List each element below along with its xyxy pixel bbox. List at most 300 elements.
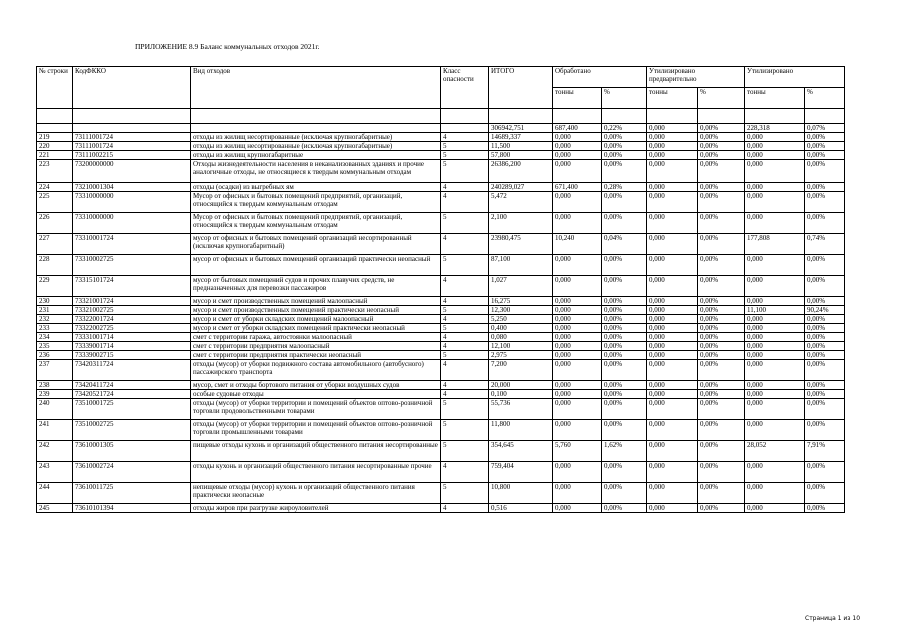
- row-number-cell: 241: [37, 420, 73, 441]
- neutralized-tons-cell: 0,000: [647, 234, 698, 255]
- fkko-code-cell: 73420311724: [73, 360, 191, 381]
- waste-name-cell: Мусор от офисных и бытовых помещений предприятий, организаций, относящийся к твердым коммунальным отходам: [191, 192, 441, 213]
- processed-tons-cell: 0,000: [553, 133, 602, 142]
- processed-tons-cell: 0,000: [553, 342, 602, 351]
- utilized-tons-cell: 0,000: [745, 360, 805, 381]
- hazard-class-cell: 4: [441, 297, 489, 306]
- header-neutralized-percent: %: [698, 88, 745, 109]
- utilized-percent-cell: 0,00%: [805, 142, 845, 151]
- row-number-cell: 233: [37, 324, 73, 333]
- row-number-cell: 236: [37, 351, 73, 360]
- total-processed-percent: 0,22%: [602, 124, 647, 133]
- processed-tons-cell: 0,000: [553, 142, 602, 151]
- utilized-tons-cell: 0,000: [745, 504, 805, 513]
- neutralized-percent-cell: 0,00%: [698, 483, 745, 504]
- neutralized-tons-cell: 0,000: [647, 333, 698, 342]
- total-tons-cell: 2,975: [489, 351, 553, 360]
- neutralized-percent-cell: 0,00%: [698, 315, 745, 324]
- fkko-code-cell: 73321002725: [73, 306, 191, 315]
- waste-name-cell: мусор от бытовых помещений судов и прочих плавучих средств, не предназначенных для перевозки пассажиров: [191, 276, 441, 297]
- row-number-cell: 242: [37, 441, 73, 462]
- fkko-code-cell: 73510001725: [73, 399, 191, 420]
- processed-tons-cell: 0,000: [553, 390, 602, 399]
- total-tons-cell: 0,080: [489, 333, 553, 342]
- neutralized-percent-cell: 0,00%: [698, 390, 745, 399]
- utilized-percent-cell: 0,00%: [805, 276, 845, 297]
- hazard-class-cell: 4: [441, 462, 489, 483]
- processed-percent-cell: 1,62%: [602, 441, 647, 462]
- fkko-code-cell: 73200000000: [73, 160, 191, 183]
- total-utilized-tons: 228,318: [745, 124, 805, 133]
- neutralized-percent-cell: 0,00%: [698, 504, 745, 513]
- utilized-tons-cell: 0,000: [745, 160, 805, 183]
- neutralized-percent-cell: 0,00%: [698, 133, 745, 142]
- total-value: 306942,751: [489, 124, 553, 133]
- row-number-cell: 231: [37, 306, 73, 315]
- hazard-class-cell: 4: [441, 381, 489, 390]
- utilized-tons-cell: 0,000: [745, 183, 805, 192]
- waste-name-cell: отходы (мусор) от уборки территории и помещений объектов оптово-розничной торговли продовольственными товарами: [191, 399, 441, 420]
- row-number-cell: 240: [37, 399, 73, 420]
- utilized-percent-cell: 0,00%: [805, 351, 845, 360]
- neutralized-tons-cell: 0,000: [647, 483, 698, 504]
- table-row: [37, 192, 845, 213]
- fkko-code-cell: 73420521724: [73, 390, 191, 399]
- neutralized-tons-cell: 0,000: [647, 276, 698, 297]
- row-number-cell: 221: [37, 151, 73, 160]
- utilized-percent-cell: 0,00%: [805, 333, 845, 342]
- row-number-cell: 220: [37, 142, 73, 151]
- table-row: [37, 315, 845, 324]
- neutralized-percent-cell: 0,00%: [698, 342, 745, 351]
- table-row: [37, 462, 845, 483]
- total-tons-cell: 11,800: [489, 420, 553, 441]
- totals-row: [37, 124, 845, 133]
- processed-percent-cell: 0,28%: [602, 183, 647, 192]
- total-tons-cell: 87,100: [489, 255, 553, 276]
- hazard-class-cell: 5: [441, 420, 489, 441]
- total-processed-tons: 687,400: [553, 124, 602, 133]
- fkko-code-cell: 73111002215: [73, 151, 191, 160]
- waste-name-cell: отходы (осадки) из выгребных ям: [191, 183, 441, 192]
- utilized-percent-cell: 0,00%: [805, 420, 845, 441]
- row-number-cell: 230: [37, 297, 73, 306]
- waste-balance-table: [36, 66, 845, 513]
- utilized-tons-cell: 28,052: [745, 441, 805, 462]
- row-number-cell: 229: [37, 276, 73, 297]
- processed-tons-cell: 0,000: [553, 151, 602, 160]
- table-row: [37, 151, 845, 160]
- waste-name-cell: мусор и смет производственных помещений практически неопасный: [191, 306, 441, 315]
- table-row: [37, 360, 845, 381]
- total-tons-cell: 0,100: [489, 390, 553, 399]
- header-row-number: № строки: [37, 67, 73, 109]
- waste-name-cell: мусор и смет от уборки складских помещений практически неопасный: [191, 324, 441, 333]
- utilized-tons-cell: 0,000: [745, 333, 805, 342]
- waste-name-cell: мусор и смет производственных помещений малоопасный: [191, 297, 441, 306]
- processed-tons-cell: 671,400: [553, 183, 602, 192]
- neutralized-tons-cell: 0,000: [647, 462, 698, 483]
- waste-name-cell: особые судовые отходы: [191, 390, 441, 399]
- fkko-code-cell: 73420411724: [73, 381, 191, 390]
- processed-percent-cell: 0,00%: [602, 390, 647, 399]
- processed-tons-cell: 5,760: [553, 441, 602, 462]
- waste-name-cell: отходы (мусор) от уборки территории и помещений объектов оптово-розничной торговли промышленными товарами: [191, 420, 441, 441]
- utilized-percent-cell: 0,00%: [805, 255, 845, 276]
- waste-name-cell: непищевые отходы (мусор) кухонь и организаций общественного питания практически неопасные: [191, 483, 441, 504]
- neutralized-tons-cell: 0,000: [647, 183, 698, 192]
- fkko-code-cell: 73321001724: [73, 297, 191, 306]
- hazard-class-cell: 4: [441, 133, 489, 142]
- utilized-percent-cell: 0,00%: [805, 360, 845, 381]
- utilized-tons-cell: 0,000: [745, 342, 805, 351]
- utilized-percent-cell: 0,00%: [805, 297, 845, 306]
- neutralized-percent-cell: 0,00%: [698, 297, 745, 306]
- header-utilized-percent: %: [805, 88, 845, 109]
- hazard-class-cell: 5: [441, 441, 489, 462]
- processed-tons-cell: 0,000: [553, 297, 602, 306]
- table-row: [37, 381, 845, 390]
- utilized-tons-cell: 0,000: [745, 462, 805, 483]
- row-number-cell: 244: [37, 483, 73, 504]
- utilized-percent-cell: 0,00%: [805, 399, 845, 420]
- utilized-percent-cell: 0,00%: [805, 390, 845, 399]
- neutralized-percent-cell: 0,00%: [698, 420, 745, 441]
- fkko-code-cell: 73322002725: [73, 324, 191, 333]
- waste-name-cell: мусор от офисных и бытовых помещений организаций несортированный (исключая крупногабаритный): [191, 234, 441, 255]
- neutralized-percent-cell: 0,00%: [698, 142, 745, 151]
- utilized-percent-cell: 90,24%: [805, 306, 845, 315]
- utilized-percent-cell: 0,00%: [805, 183, 845, 192]
- fkko-code-cell: 73111001724: [73, 142, 191, 151]
- waste-name-cell: отходы (мусор) от уборки подвижного состава автомобильного (автобусного) пассажирского транспорта: [191, 360, 441, 381]
- processed-percent-cell: 0,04%: [602, 234, 647, 255]
- hazard-class-cell: 4: [441, 504, 489, 513]
- table-row: [37, 342, 845, 351]
- utilized-tons-cell: 0,000: [745, 297, 805, 306]
- fkko-code-cell: 73339001714: [73, 342, 191, 351]
- header-processed-percent: %: [602, 88, 647, 109]
- neutralized-percent-cell: 0,00%: [698, 160, 745, 183]
- total-neutralized-tons: 0,000: [647, 124, 698, 133]
- neutralized-tons-cell: 0,000: [647, 213, 698, 234]
- fkko-code-cell: 73610011725: [73, 483, 191, 504]
- processed-percent-cell: 0,00%: [602, 483, 647, 504]
- hazard-class-cell: 5: [441, 483, 489, 504]
- processed-percent-cell: 0,00%: [602, 360, 647, 381]
- total-tons-cell: 240289,027: [489, 183, 553, 192]
- neutralized-tons-cell: 0,000: [647, 315, 698, 324]
- row-number-cell: 245: [37, 504, 73, 513]
- row-number-cell: 225: [37, 192, 73, 213]
- processed-tons-cell: 0,000: [553, 351, 602, 360]
- neutralized-percent-cell: 0,00%: [698, 276, 745, 297]
- neutralized-tons-cell: 0,000: [647, 133, 698, 142]
- total-tons-cell: 57,800: [489, 151, 553, 160]
- waste-name-cell: мусор и смет от уборки складских помещений малоопасный: [191, 315, 441, 324]
- total-tons-cell: 23980,475: [489, 234, 553, 255]
- utilized-tons-cell: 11,100: [745, 306, 805, 315]
- hazard-class-cell: 5: [441, 213, 489, 234]
- utilized-tons-cell: 0,000: [745, 324, 805, 333]
- hazard-class-cell: 4: [441, 390, 489, 399]
- processed-percent-cell: 0,00%: [602, 462, 647, 483]
- processed-percent-cell: 0,00%: [602, 315, 647, 324]
- processed-tons-cell: 0,000: [553, 360, 602, 381]
- row-number-cell: 239: [37, 390, 73, 399]
- hazard-class-cell: 5: [441, 160, 489, 183]
- total-tons-cell: 2,100: [489, 213, 553, 234]
- neutralized-percent-cell: 0,00%: [698, 462, 745, 483]
- hazard-class-cell: 5: [441, 399, 489, 420]
- waste-name-cell: пищевые отходы кухонь и организаций общественного питания несортированные: [191, 441, 441, 462]
- table-row: [37, 390, 845, 399]
- header-total: ИТОГО: [489, 67, 553, 109]
- processed-percent-cell: 0,00%: [602, 420, 647, 441]
- neutralized-tons-cell: 0,000: [647, 160, 698, 183]
- utilized-percent-cell: 0,00%: [805, 342, 845, 351]
- processed-tons-cell: 10,240: [553, 234, 602, 255]
- neutralized-percent-cell: 0,00%: [698, 351, 745, 360]
- header-utilized-tons: тонны: [745, 88, 805, 109]
- fkko-code-cell: 73610101394: [73, 504, 191, 513]
- utilized-tons-cell: 0,000: [745, 276, 805, 297]
- neutralized-percent-cell: 0,00%: [698, 213, 745, 234]
- processed-percent-cell: 0,00%: [602, 381, 647, 390]
- total-tons-cell: 14689,337: [489, 133, 553, 142]
- total-tons-cell: 12,100: [489, 342, 553, 351]
- row-number-cell: 227: [37, 234, 73, 255]
- utilized-tons-cell: 0,000: [745, 142, 805, 151]
- fkko-code-cell: 73210001304: [73, 183, 191, 192]
- header-processed: Обработано: [553, 67, 647, 88]
- hazard-class-cell: 4: [441, 276, 489, 297]
- hazard-class-cell: 5: [441, 255, 489, 276]
- waste-name-cell: смет с территории предприятия практически неопасный: [191, 351, 441, 360]
- neutralized-percent-cell: 0,00%: [698, 441, 745, 462]
- processed-percent-cell: 0,00%: [602, 504, 647, 513]
- utilized-tons-cell: 0,000: [745, 315, 805, 324]
- hazard-class-cell: 5: [441, 351, 489, 360]
- processed-tons-cell: 0,000: [553, 504, 602, 513]
- table-row: [37, 133, 845, 142]
- header-processed-tons: тонны: [553, 88, 602, 109]
- processed-tons-cell: 0,000: [553, 420, 602, 441]
- neutralized-tons-cell: 0,000: [647, 324, 698, 333]
- row-number-cell: 228: [37, 255, 73, 276]
- total-tons-cell: 7,200: [489, 360, 553, 381]
- table-row: [37, 306, 845, 315]
- neutralized-tons-cell: 0,000: [647, 306, 698, 315]
- processed-tons-cell: 0,000: [553, 192, 602, 213]
- utilized-tons-cell: 0,000: [745, 192, 805, 213]
- hazard-class-cell: 4: [441, 360, 489, 381]
- hazard-class-cell: 5: [441, 324, 489, 333]
- fkko-code-cell: 73111001724: [73, 133, 191, 142]
- table-row: [37, 324, 845, 333]
- table-row: [37, 441, 845, 462]
- fkko-code-cell: 73610001305: [73, 441, 191, 462]
- neutralized-tons-cell: 0,000: [647, 381, 698, 390]
- table-row: [37, 213, 845, 234]
- total-tons-cell: 5,472: [489, 192, 553, 213]
- total-tons-cell: 759,404: [489, 462, 553, 483]
- utilized-tons-cell: 0,000: [745, 483, 805, 504]
- fkko-code-cell: 73339002715: [73, 351, 191, 360]
- table-row: [37, 234, 845, 255]
- neutralized-percent-cell: 0,00%: [698, 360, 745, 381]
- total-tons-cell: 354,645: [489, 441, 553, 462]
- neutralized-tons-cell: 0,000: [647, 192, 698, 213]
- waste-name-cell: мусор от офисных и бытовых помещений организаций практически неопасный: [191, 255, 441, 276]
- table-row: [37, 351, 845, 360]
- fkko-code-cell: 73310000000: [73, 213, 191, 234]
- fkko-code-cell: 73610002724: [73, 462, 191, 483]
- hazard-class-cell: 4: [441, 234, 489, 255]
- page-indicator: Страница 1 из 10: [805, 615, 861, 622]
- header-fkko-code: КодФККО: [73, 67, 191, 109]
- utilized-tons-cell: 0,000: [745, 133, 805, 142]
- row-number-cell: 235: [37, 342, 73, 351]
- total-tons-cell: 0,516: [489, 504, 553, 513]
- table-body: [37, 133, 845, 513]
- neutralized-percent-cell: 0,00%: [698, 324, 745, 333]
- utilized-tons-cell: 0,000: [745, 213, 805, 234]
- neutralized-tons-cell: 0,000: [647, 390, 698, 399]
- utilized-percent-cell: 0,00%: [805, 504, 845, 513]
- neutralized-tons-cell: 0,000: [647, 399, 698, 420]
- table-row: [37, 276, 845, 297]
- processed-percent-cell: 0,00%: [602, 324, 647, 333]
- utilized-percent-cell: 0,00%: [805, 160, 845, 183]
- waste-name-cell: мусор, смет и отходы бортового питания от уборки воздушных судов: [191, 381, 441, 390]
- neutralized-tons-cell: 0,000: [647, 504, 698, 513]
- header-neutralized-tons: тонны: [647, 88, 698, 109]
- processed-percent-cell: 0,00%: [602, 133, 647, 142]
- utilized-tons-cell: 0,000: [745, 255, 805, 276]
- utilized-tons-cell: 0,000: [745, 351, 805, 360]
- processed-percent-cell: 0,00%: [602, 160, 647, 183]
- utilized-percent-cell: 7,91%: [805, 441, 845, 462]
- blank-row: [37, 109, 845, 124]
- neutralized-tons-cell: 0,000: [647, 420, 698, 441]
- header-row-top: [37, 67, 845, 88]
- table-row: [37, 483, 845, 504]
- waste-name-cell: отходы из жилищ несортированные (исключая крупногабаритные): [191, 133, 441, 142]
- row-number-cell: 223: [37, 160, 73, 183]
- total-tons-cell: 5,250: [489, 315, 553, 324]
- hazard-class-cell: 4: [441, 183, 489, 192]
- neutralized-tons-cell: 0,000: [647, 255, 698, 276]
- hazard-class-cell: 4: [441, 315, 489, 324]
- total-tons-cell: 10,800: [489, 483, 553, 504]
- hazard-class-cell: 4: [441, 333, 489, 342]
- utilized-tons-cell: 0,000: [745, 420, 805, 441]
- processed-percent-cell: 0,00%: [602, 192, 647, 213]
- neutralized-percent-cell: 0,00%: [698, 183, 745, 192]
- neutralized-percent-cell: 0,00%: [698, 255, 745, 276]
- neutralized-tons-cell: 0,000: [647, 142, 698, 151]
- processed-percent-cell: 0,00%: [602, 142, 647, 151]
- utilized-percent-cell: 0,00%: [805, 462, 845, 483]
- total-tons-cell: 11,500: [489, 142, 553, 151]
- processed-tons-cell: 0,000: [553, 255, 602, 276]
- row-number-cell: 243: [37, 462, 73, 483]
- processed-percent-cell: 0,00%: [602, 342, 647, 351]
- table-row: [37, 183, 845, 192]
- row-number-cell: 219: [37, 133, 73, 142]
- utilized-percent-cell: 0,74%: [805, 234, 845, 255]
- waste-name-cell: отходы из жилищ несортированные (исключая крупногабаритные): [191, 142, 441, 151]
- neutralized-tons-cell: 0,000: [647, 360, 698, 381]
- processed-percent-cell: 0,00%: [602, 213, 647, 234]
- neutralized-tons-cell: 0,000: [647, 342, 698, 351]
- utilized-tons-cell: 0,000: [745, 390, 805, 399]
- waste-name-cell: Отходы жизнедеятельности населения в неканализованных зданиях и прочие аналогичные отходы, не относящиеся к твердым коммунальным отходам: [191, 160, 441, 183]
- utilized-tons-cell: 177,808: [745, 234, 805, 255]
- header-hazard-class: Класс опасности: [441, 67, 489, 109]
- row-number-cell: 232: [37, 315, 73, 324]
- total-tons-cell: 0,400: [489, 324, 553, 333]
- hazard-class-cell: 5: [441, 306, 489, 315]
- hazard-class-cell: 4: [441, 192, 489, 213]
- fkko-code-cell: 73315101724: [73, 276, 191, 297]
- total-tons-cell: 55,736: [489, 399, 553, 420]
- utilized-percent-cell: 0,00%: [805, 324, 845, 333]
- table-row: [37, 297, 845, 306]
- processed-percent-cell: 0,00%: [602, 399, 647, 420]
- neutralized-tons-cell: 0,000: [647, 441, 698, 462]
- processed-tons-cell: 0,000: [553, 160, 602, 183]
- neutralized-percent-cell: 0,00%: [698, 192, 745, 213]
- waste-name-cell: отходы из жилищ крупногабаритные: [191, 151, 441, 160]
- header-neutralized: Утилизировано предварительно: [647, 67, 745, 88]
- hazard-class-cell: 5: [441, 142, 489, 151]
- neutralized-tons-cell: 0,000: [647, 297, 698, 306]
- neutralized-percent-cell: 0,00%: [698, 306, 745, 315]
- waste-name-cell: Мусор от офисных и бытовых помещений предприятий, организаций, относящийся к твердым коммунальным отходам: [191, 213, 441, 234]
- total-tons-cell: 16,275: [489, 297, 553, 306]
- fkko-code-cell: 73322001724: [73, 315, 191, 324]
- utilized-percent-cell: 0,00%: [805, 192, 845, 213]
- neutralized-percent-cell: 0,00%: [698, 399, 745, 420]
- row-number-cell: 224: [37, 183, 73, 192]
- processed-percent-cell: 0,00%: [602, 276, 647, 297]
- utilized-percent-cell: 0,00%: [805, 213, 845, 234]
- table-row: [37, 255, 845, 276]
- total-utilized-percent: 0,07%: [805, 124, 845, 133]
- utilized-tons-cell: 0,000: [745, 151, 805, 160]
- table-row: [37, 504, 845, 513]
- processed-percent-cell: 0,00%: [602, 151, 647, 160]
- utilized-percent-cell: 0,00%: [805, 151, 845, 160]
- hazard-class-cell: 4: [441, 342, 489, 351]
- row-number-cell: 226: [37, 213, 73, 234]
- waste-name-cell: смет с территории гаража, автостоянки малоопасный: [191, 333, 441, 342]
- processed-tons-cell: 0,000: [553, 381, 602, 390]
- table-row: [37, 420, 845, 441]
- table-row: [37, 399, 845, 420]
- row-number-cell: 237: [37, 360, 73, 381]
- processed-tons-cell: 0,000: [553, 333, 602, 342]
- fkko-code-cell: 73310002725: [73, 255, 191, 276]
- neutralized-percent-cell: 0,00%: [698, 151, 745, 160]
- hazard-class-cell: 5: [441, 151, 489, 160]
- table-row: [37, 142, 845, 151]
- processed-percent-cell: 0,00%: [602, 306, 647, 315]
- total-tons-cell: 26386,200: [489, 160, 553, 183]
- fkko-code-cell: 73310001724: [73, 234, 191, 255]
